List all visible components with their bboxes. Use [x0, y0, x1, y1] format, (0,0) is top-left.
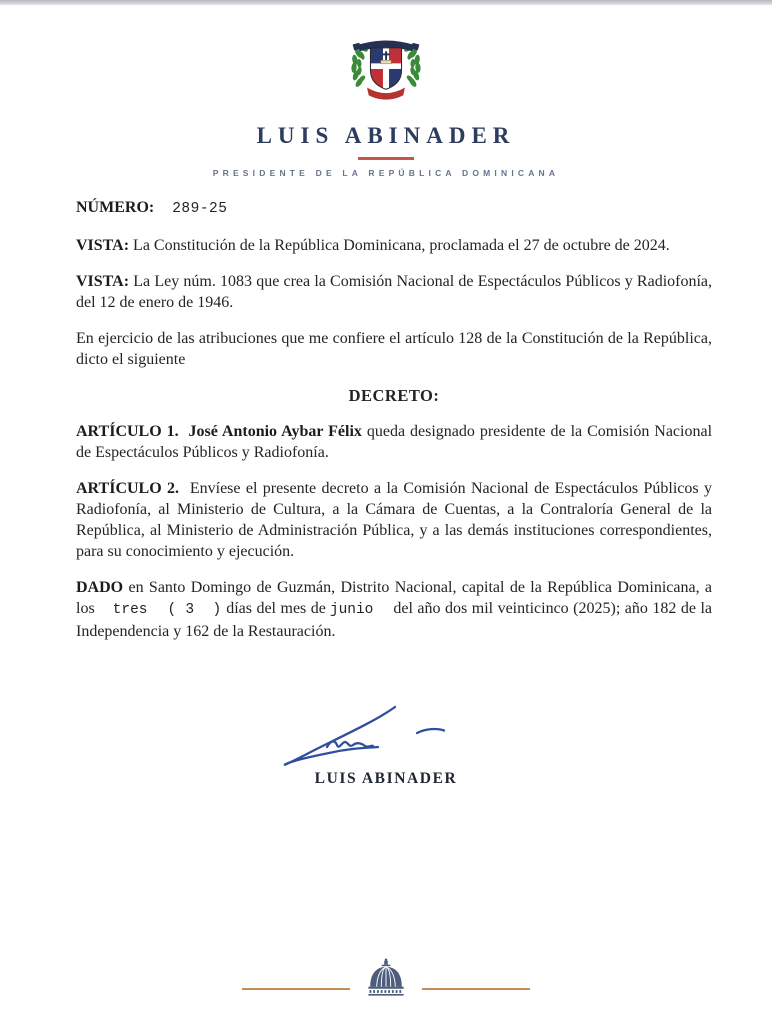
dado-text-before: en Santo Domingo de Guzmán, Distrito Nacional, capital de la República Dominicana, a los: [76, 579, 713, 617]
footer-rule-right: [422, 988, 530, 990]
dado-month: junio: [329, 602, 374, 618]
paragraph-articulo-1: [76, 421, 712, 463]
signer-name: LUIS ABINADER: [314, 770, 458, 787]
president-name: LUIS ABINADER: [256, 123, 516, 148]
paragraph-dado: [76, 577, 712, 642]
footer: [0, 957, 772, 999]
scan-edge-top: [0, 0, 772, 5]
articulo-1-label: ARTÍCULO 1.: [76, 423, 179, 440]
signature-handwriting-icon: [265, 699, 495, 769]
vista-1-text: La Constitución de la República Dominicana, proclamada el 27 de octubre de 2024.: [133, 237, 670, 254]
articulo-1-appointee: José Antonio Aybar Félix: [188, 423, 362, 440]
paragraph-vista-1: [76, 235, 712, 256]
decree-number-line: [76, 197, 712, 220]
palace-dome-icon: [363, 957, 409, 999]
articulo-2-text: Envíese el presente decreto a la Comisión Nacional de Espectáculos Públicos y Radiofonía, al Ministerio de Cultura, a la Cámara de Cuentas, a la Contraloría General de la República, al Ministerio de Administración Pública, y a las demás instituciones correspondientes, para su conocimiento y ejecución.: [76, 480, 713, 560]
dado-text-middle: días del mes de: [226, 600, 326, 617]
dado-label: DADO: [76, 579, 124, 596]
vista-2-text: La Ley núm. 1083 que crea la Comisión Nacional de Espectáculos Públicos y Radiofonía, del 12 de enero de 1946.: [76, 273, 713, 311]
decree-number-label: NÚMERO:: [76, 199, 155, 216]
dado-day-number: ( 3 ): [167, 602, 222, 618]
decree-body: [76, 197, 712, 642]
articulo-1-text: queda designado presidente de la Comisión Nacional de Espectáculos Públicos y Radiofonía.: [76, 423, 713, 461]
footer-rule-left: [242, 988, 350, 990]
dado-text-after: del año dos mil veinticinco (2025); año 182 de la Independencia y 162 de la Restauración.: [76, 600, 712, 640]
intro-text: En ejercicio de las atribuciones que me confiere el artículo 128 de la Constitución de la República, dicto el siguiente: [76, 330, 712, 368]
coat-of-arms-icon: [342, 34, 430, 110]
dado-day-word: tres: [112, 602, 148, 618]
signature-block: [0, 699, 772, 788]
letterhead: [0, 0, 772, 178]
vista-2-label: VISTA:: [76, 273, 130, 290]
paragraph-vista-2: [76, 271, 712, 313]
vista-1-label: VISTA:: [76, 237, 130, 254]
articulo-2-label: ARTÍCULO 2.: [76, 480, 180, 497]
paragraph-articulo-2: [76, 478, 712, 562]
decree-number-value: 289-25: [172, 201, 228, 217]
president-title: PRESIDENTE DE LA REPÚBLICA DOMINICANA: [212, 168, 560, 178]
decree-heading: DECRETO:: [348, 386, 440, 405]
paragraph-intro: [76, 328, 712, 370]
red-divider: [358, 157, 414, 160]
